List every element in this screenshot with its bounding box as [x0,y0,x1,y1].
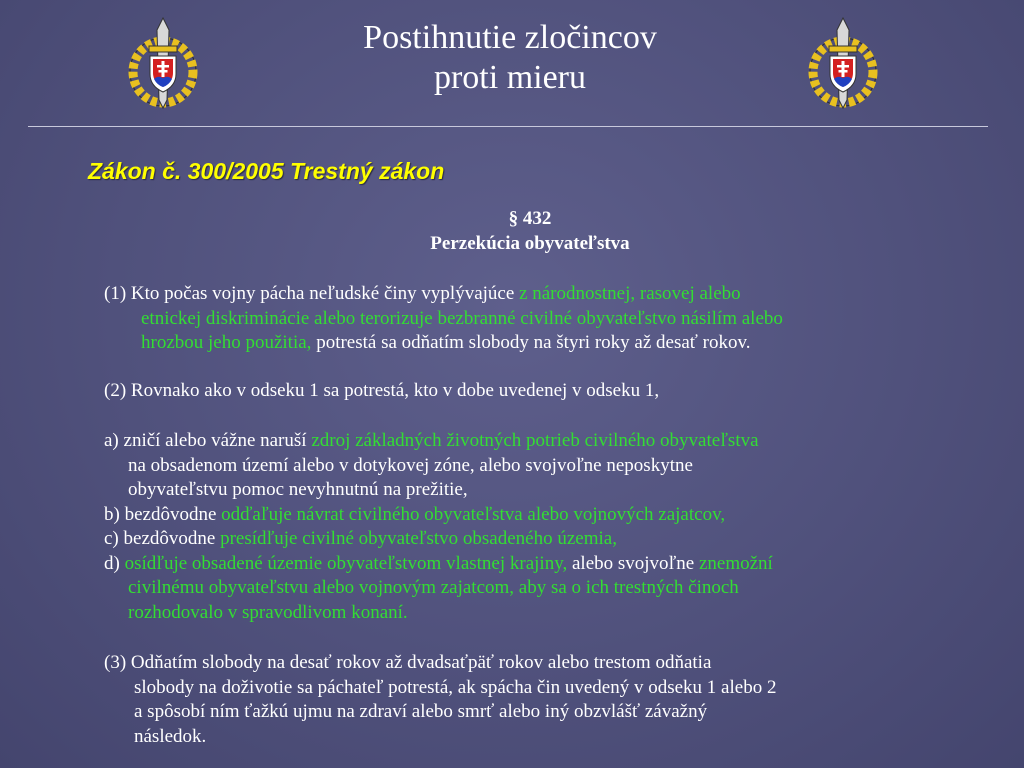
clause-c-line [104,527,984,552]
clause-b-line [104,503,984,528]
paragraph-3 [104,651,984,749]
paragraph-3-line: následok. [134,725,207,747]
text-run: (1) Kto počas vojny pácha neľudské činy vyplývajúce [104,283,520,304]
paragraph-3-line: (3) Odňatím slobody na desať rokov až dvadsaťpäť rokov alebo trestom odňatia [104,652,712,673]
paragraph-2 [104,379,984,404]
text-run: c) bezdôvodne [104,528,221,549]
slide-title-line-2: proti mieru [433,59,587,96]
highlighted-text: odďaľuje návrat civilného obyvateľstva alebo vojnových zajatcov, [221,503,726,525]
text-run: d) [104,552,125,574]
paragraph-1-line [104,282,984,307]
paragraph-3-line: slobody na doživotie sa páchateľ potrestá, ak spácha čin uvedený v odseku 1 alebo 2 [134,676,777,698]
section-name: Perzekúcia obyvateľstva [430,232,630,254]
section-number: § 432 [508,208,552,229]
paragraph-1 [104,282,984,356]
paragraph-1-line [104,331,984,356]
clause-a-line: na obsadenom území alebo v dotykovej zóne, alebo svojvoľne neposkytne [128,454,693,476]
title-divider [28,126,988,127]
highlighted-text: znemožní [698,552,773,574]
clause-d-line: rozhodovalo v spravodlivom konaní. [128,601,408,623]
paragraph-1-line: etnickej diskriminácie alebo terorizuje bezbranné civilné obyvateľstvo násilím alebo [141,307,783,329]
highlighted-text: z národnostnej, rasovej alebo [519,283,741,304]
clauses-list [104,429,984,625]
slide-title-line-1: Postihnutie zločincov [363,19,657,56]
highlighted-text: zdroj základných životných potrieb civilného obyvateľstva [311,430,759,451]
law-subtitle: Zákon č. 300/2005 Trestný zákon [88,158,445,184]
section-heading [300,207,760,256]
clause-a-line [104,429,984,454]
highlighted-text: hrozbou jeho použitia, [141,332,312,353]
emblem-icon-left [123,16,203,112]
clause-d-line [104,552,984,577]
slide-title [300,18,720,98]
clause-d-line: civilnému obyvateľstvu alebo vojnovým zajatcom, aby sa o ich trestných činoch [128,577,739,598]
emblem-icon-right [803,16,883,112]
text-run: alebo svojvoľne [567,552,699,574]
highlighted-text: presídľuje civilné obyvateľstvo obsadeného územia, [220,528,617,549]
text-run: potrestá sa odňatím slobody na štyri roky až desať rokov. [311,332,751,353]
highlighted-text: osídľuje obsadené územie obyvateľstvom vlastnej krajiny, [124,552,568,574]
text-run: b) bezdôvodne [104,503,222,525]
text-run: a) zničí alebo vážne naruší [104,430,312,451]
clause-a-line: obyvateľstvu pomoc nevyhnutnú na prežitie, [128,479,468,500]
paragraph-3-line: a spôsobí ním ťažkú ujmu na zdraví alebo smrť alebo iný obzvlášť závažný [134,701,708,722]
paragraph-2-line: (2) Rovnako ako v odseku 1 sa potrestá, kto v dobe uvedenej v odseku 1, [104,380,660,401]
